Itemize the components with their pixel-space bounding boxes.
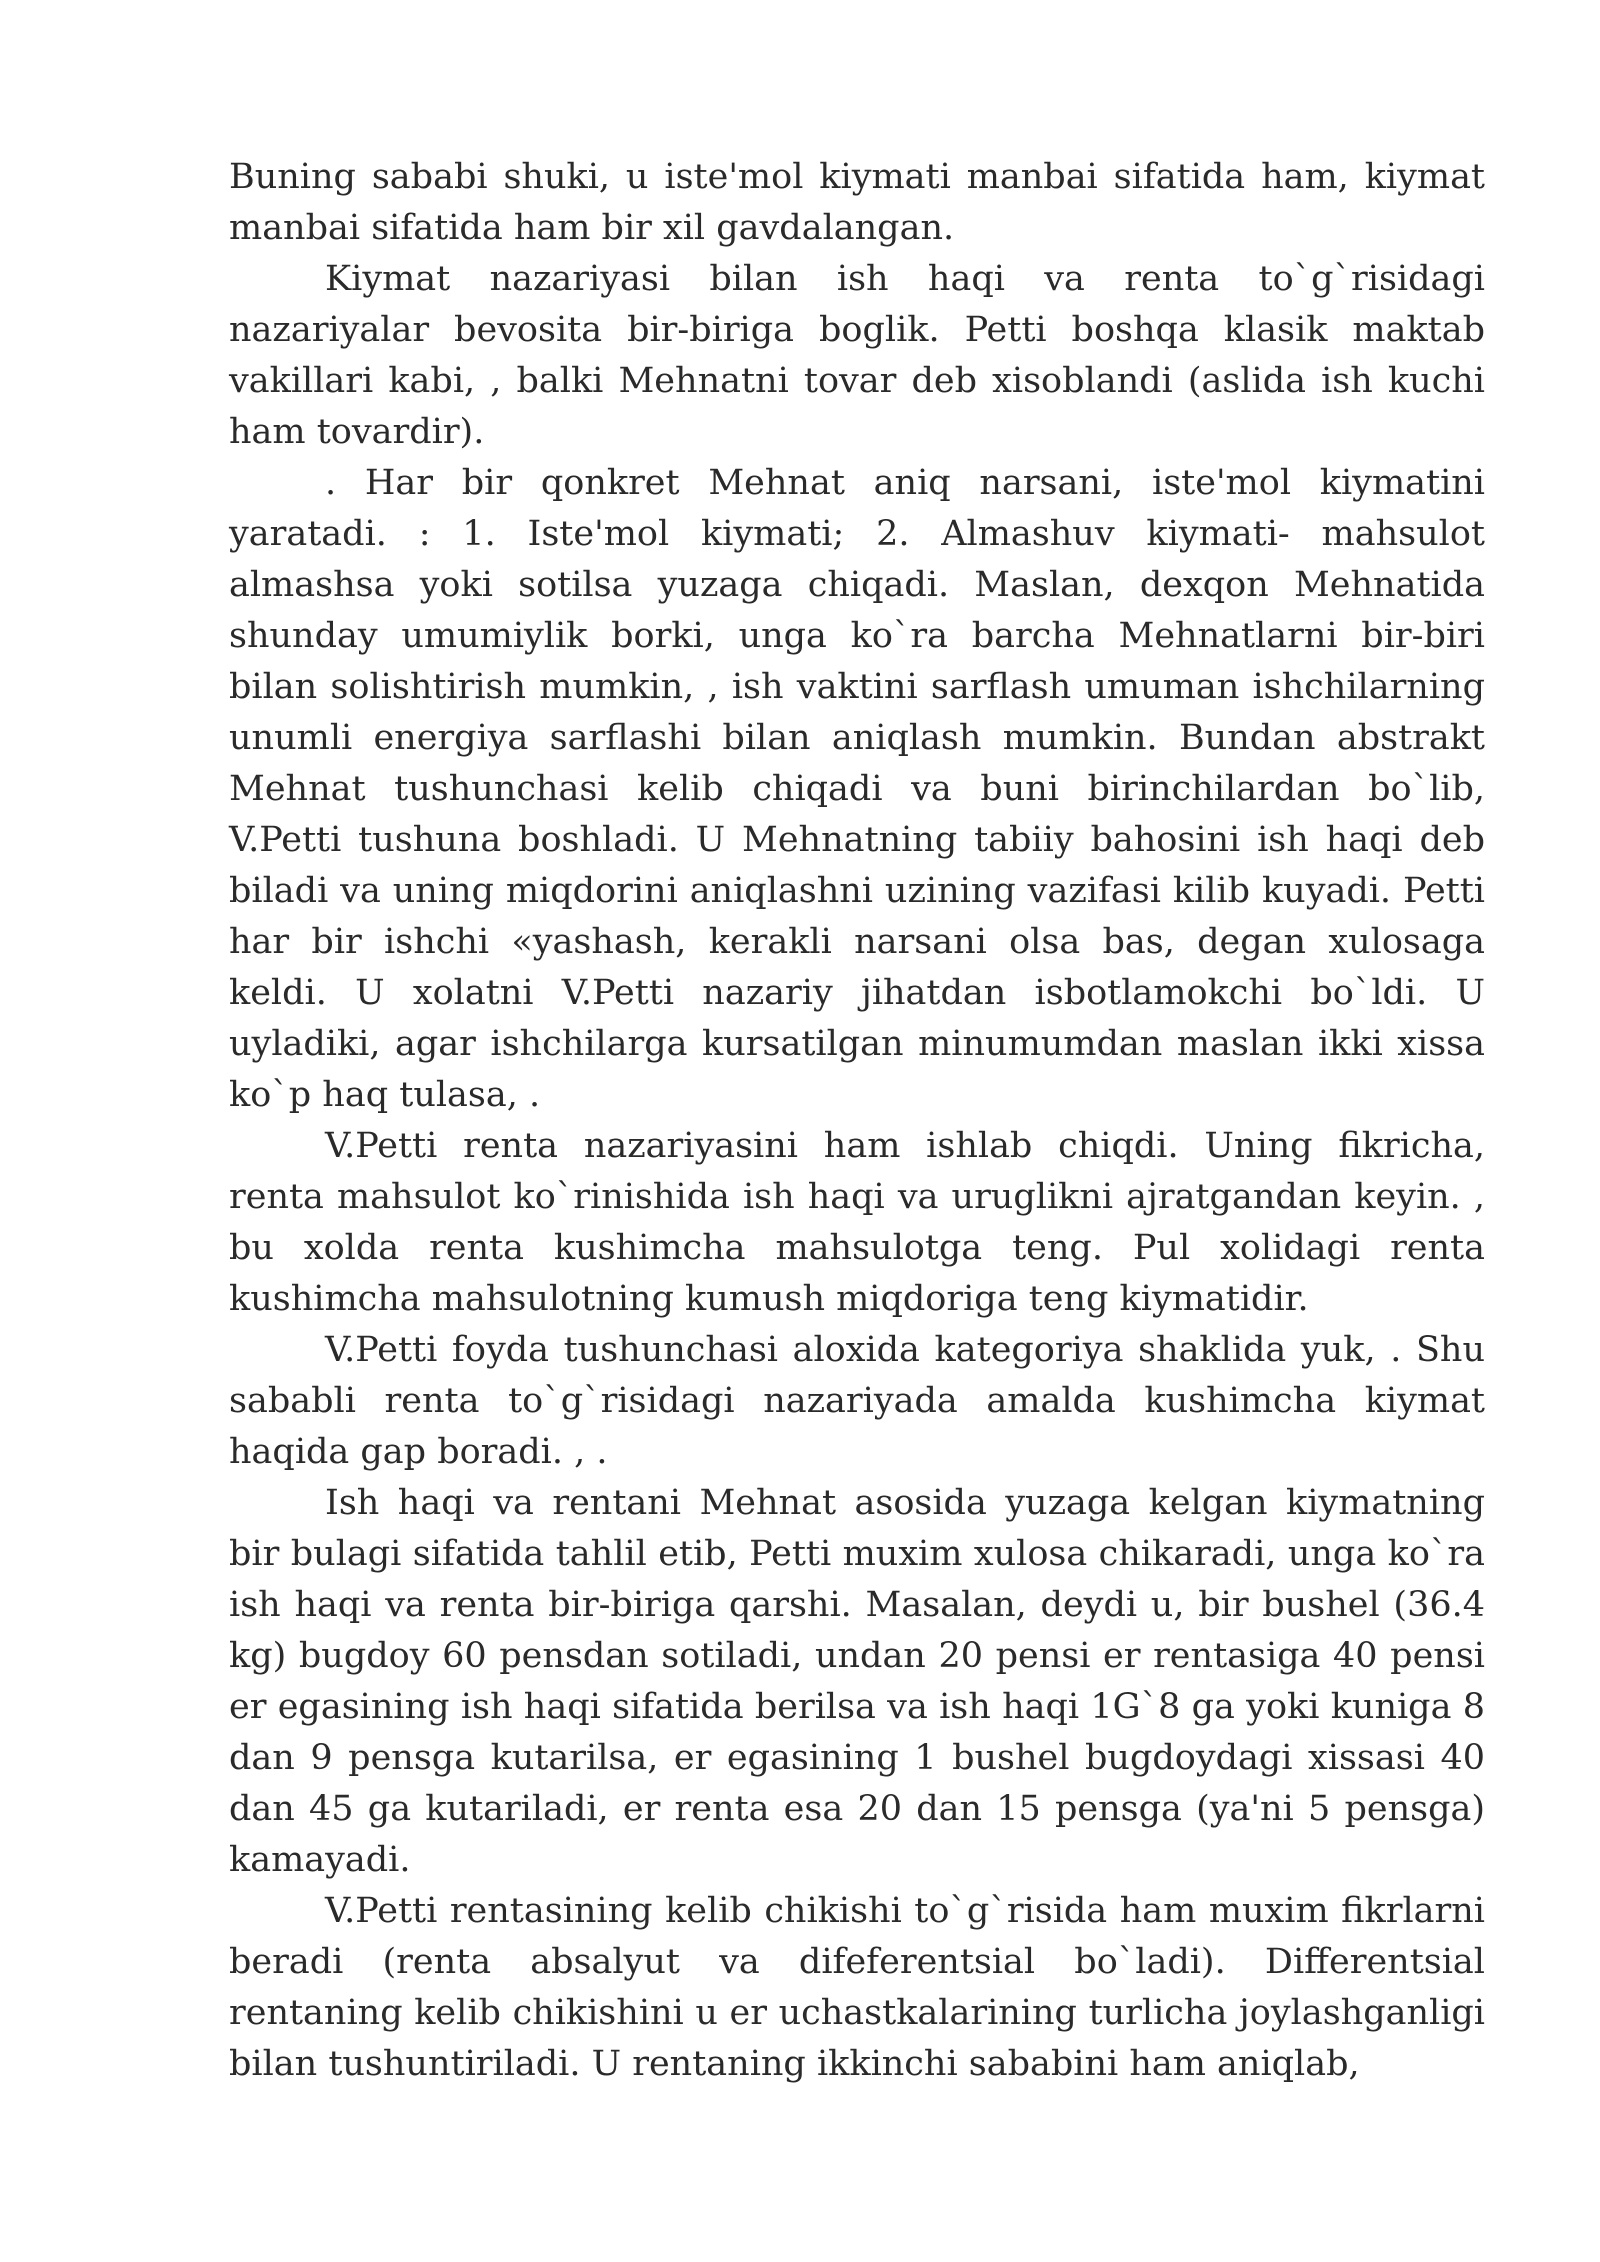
paragraph: V.Petti foyda tushunchasi aloxida kategoriya shaklida yuk, . Shu sababli renta to`g`risidagi nazariyada amalda kushimcha kiymat haqida gap boradi. , . — [229, 1330, 1485, 1472]
body-text — [229, 152, 1485, 2090]
paragraph: Kiymat nazariyasi bilan ish haqi va renta to`g`risidagi nazariyalar bevosita bir-biriga boglik. Petti boshqa klasik maktab vakillari kabi, , balki Mehnatni tovar deb xisoblandi (aslida ish kuchi ham tovardir). — [229, 259, 1485, 452]
paragraph: Buning sababi shuki, u iste'mol kiymati manbai sifatida ham, kiymat manbai sifatida ham bir xil gavdalangan. — [229, 157, 1485, 248]
paragraph: . Har bir qonkret Mehnat aniq narsani, iste'mol kiymatini yaratadi. : 1. Iste'mol kiymati; 2. Almashuv kiymati- mahsulot almashsa yoki sotilsa yuzaga chiqadi. Maslan, dexqon Mehnatida shunday umumiylik borki, unga ko`ra barcha Mehnatlarni bir-biri bilan solishtirish mumkin, , ish vaktini sarflash umuman ishchilarning unumli energiya sarflashi bilan aniqlash mumkin. Bundan abstrakt Mehnat tushunchasi kelib chiqadi va buni birinchilardan bo`lib, V.Petti tushuna boshladi. U Mehnatning tabiiy bahosini ish haqi deb biladi va uning miqdorini aniqlashni uzining vazifasi kilib kuyadi. Petti har bir ishchi «yashash, kerakli narsani olsa bas, degan xulosaga keldi. U xolatni V.Petti nazariy jihatdan isbotlamokchi bo`ldi. U uyladiki, agar ishchilarga kursatilgan minumumdan maslan ikki xissa ko`p haq tulasa, . — [229, 463, 1485, 1115]
paragraph: V.Petti rentasining kelib chikishi to`g`risida ham muxim fikrlarni beradi (renta absalyut va difeferentsial bo`ladi). Differentsial rentaning kelib chikishini u er uchastkalarining turlicha joylashganligi bilan tushuntiriladi. U rentaning ikkinchi sababini ham aniqlab, — [229, 1891, 1485, 2084]
paragraph: V.Petti renta nazariyasini ham ishlab chiqdi. Uning fikricha, renta mahsulot ko`rinishida ish haqi va uruglikni ajratgandan keyin. , bu xolda renta kushimcha mahsulotga teng. Pul xolidagi renta kushimcha mahsulotning kumush miqdoriga teng kiymatidir. — [229, 1126, 1485, 1319]
paragraph: Ish haqi va rentani Mehnat asosida yuzaga kelgan kiymatning bir bulagi sifatida tahlil etib, Petti muxim xulosa chikaradi, unga ko`ra ish haqi va renta bir-biriga qarshi. Masalan, deydi u, bir bushel (36.4 kg) bugdoy 60 pensdan sotiladi, undan 20 pensi er rentasiga 40 pensi er egasining ish haqi sifatida berilsa va ish haqi 1G`8 ga yoki kuniga 8 dan 9 pensga kutarilsa, er egasining 1 bushel bugdoydagi xissasi 40 dan 45 ga kutariladi, er renta esa 20 dan 15 pensga (ya'ni 5 pensga) kamayadi. — [229, 1483, 1485, 1880]
